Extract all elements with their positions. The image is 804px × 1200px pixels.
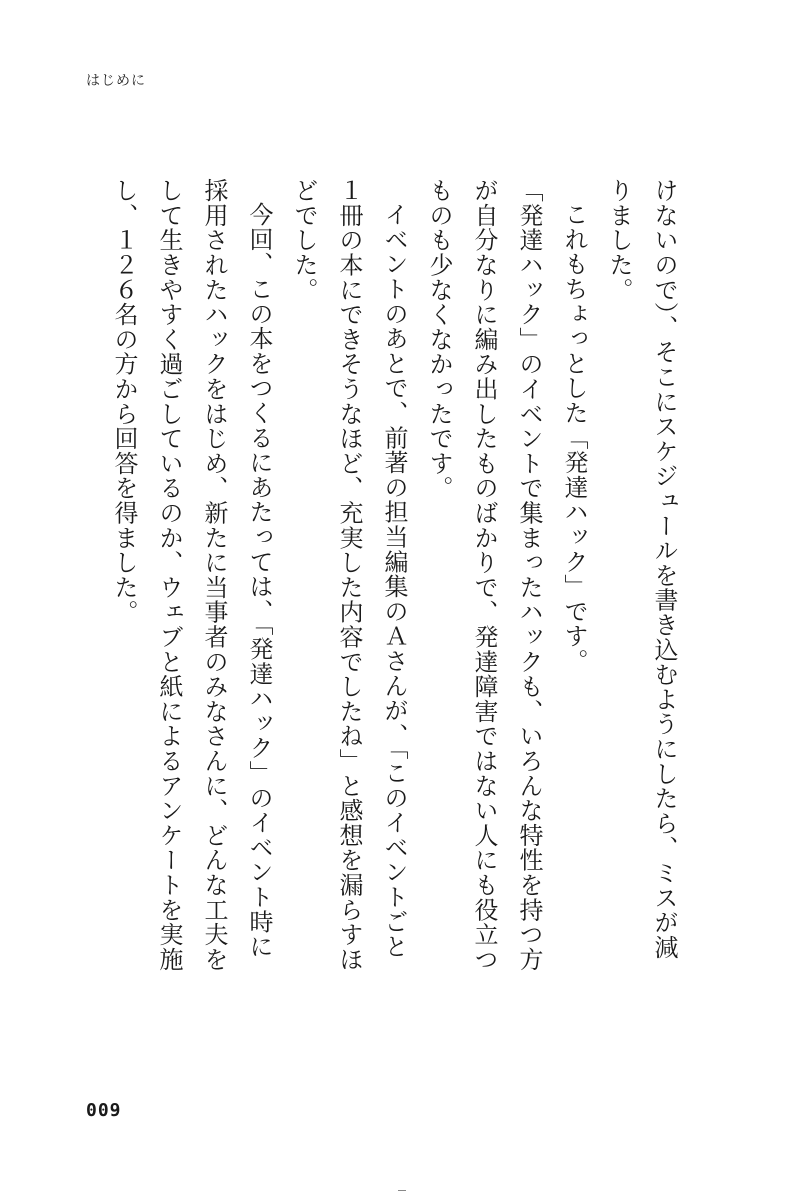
paragraph-3: 「発達ハック」のイベントで集まったハックも、いろんな特性を持つ方が自分なりに編み出したものばかりで、発達障害ではない人にも役立つものも少なくなかったです。: [425, 178, 543, 972]
paragraph-5: 今回、この本をつくるにあたっては、「発達ハック」のイベント時に採用されたハックをはじめ、新たに当事者のみなさんに、どんな工夫をして生きやすく過ごしているのか、ウェブと紙によるアンケートを実施し、１２６名の方から回答を得ました。: [110, 178, 273, 972]
crop-mark: [398, 1190, 406, 1191]
paragraph-2: これもちょっとした「発達ハック」です。: [560, 202, 588, 674]
body-text: [101, 178, 686, 978]
running-header: はじめに: [86, 73, 146, 89]
paragraph-4: イベントのあとで、前著の担当編集のＡさんが、「このイベントごと１冊の本にできそうなほど、充実した内容でしたね」と感想を漏らすほどでした。: [290, 178, 408, 972]
paragraph-1: けないので）、そこにスケジュールを書き込むようにしたら、ミスが減りました。: [605, 178, 678, 960]
page-number: 009: [86, 1100, 122, 1121]
